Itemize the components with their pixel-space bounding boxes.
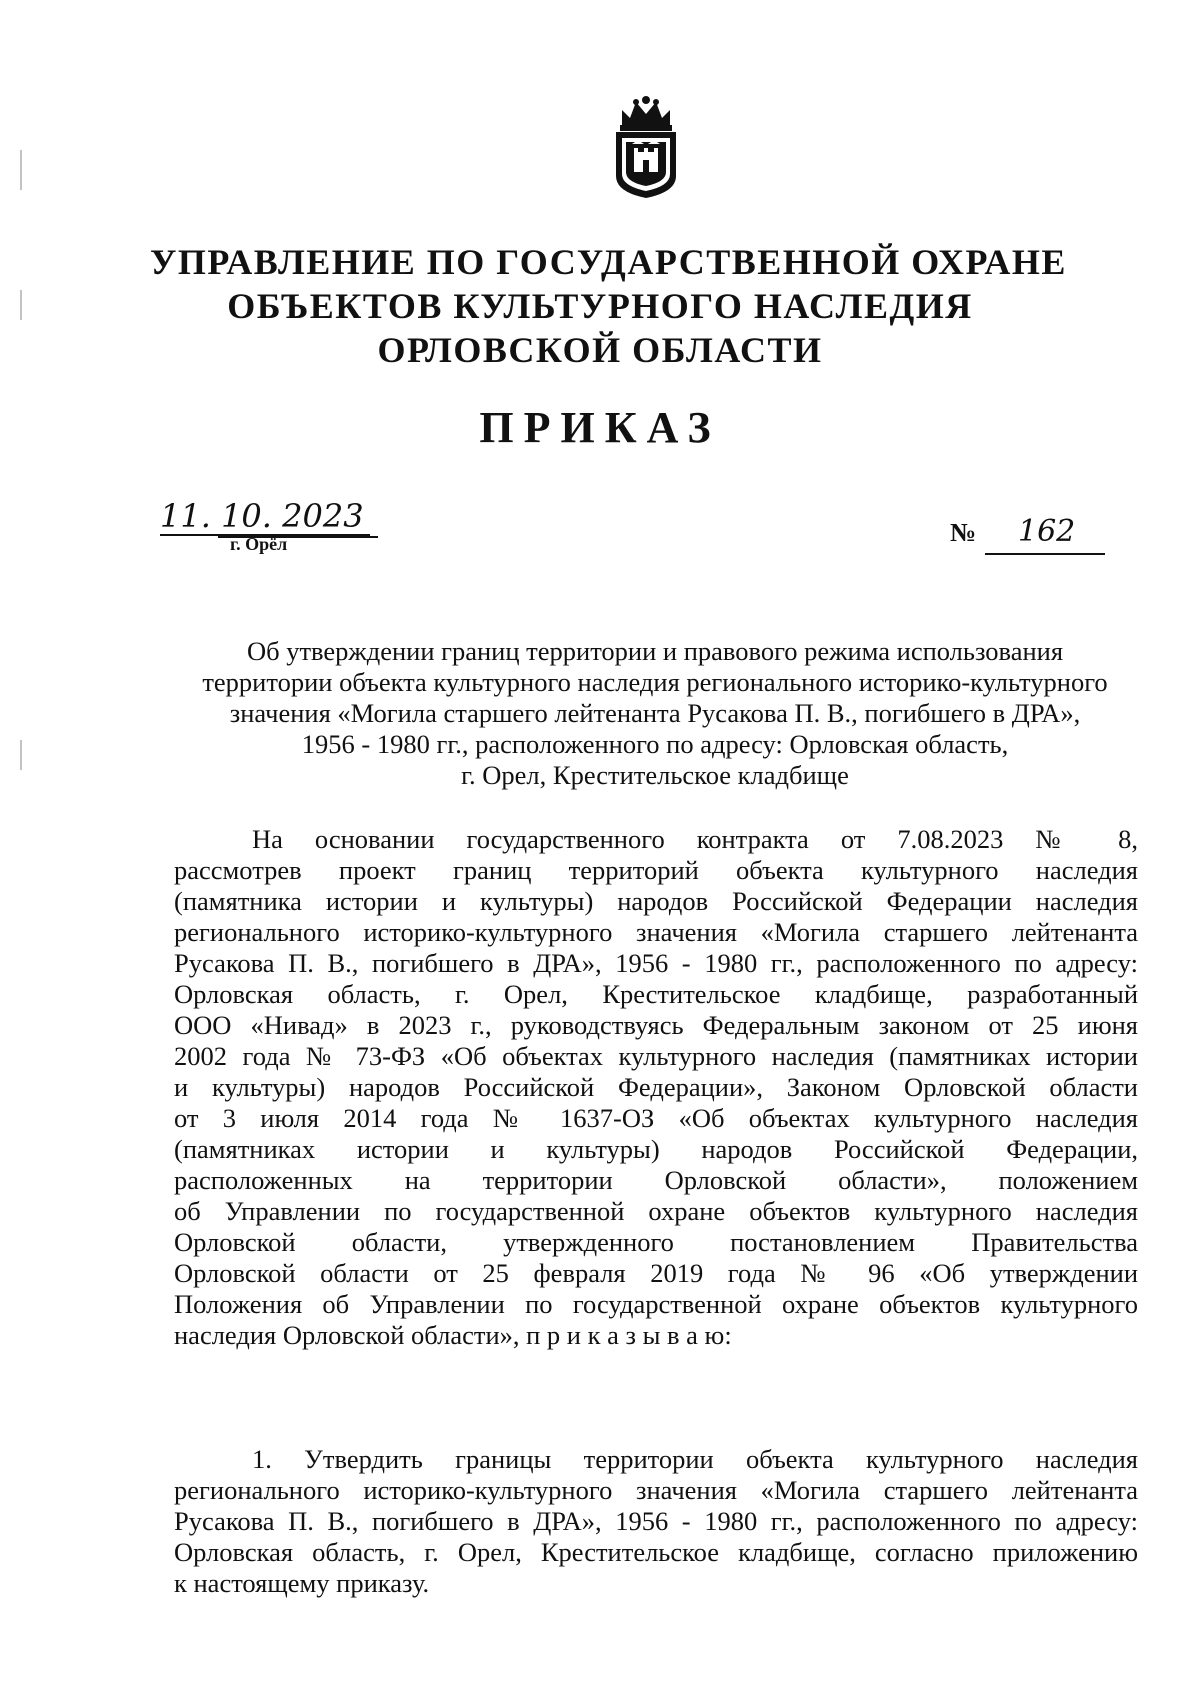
paragraph-line: регионального историко-культурного значения «Могила старшего лейтенанта bbox=[174, 1475, 1138, 1505]
order-item-1 bbox=[174, 1444, 1138, 1599]
subject-line: Об утверждении границ территории и правового режима использования bbox=[246, 636, 1064, 666]
coat-of-arms-icon bbox=[608, 92, 684, 200]
paragraph-line: об Управлении по государственной охране объектов культурного наследия bbox=[174, 1196, 1138, 1226]
city-label: г. Орёл bbox=[230, 534, 288, 554]
paragraph-line: Орловская область, г. Орел, Крестительское кладбище, разработанный bbox=[174, 979, 1138, 1009]
paragraph-line: рассмотрев проект границ территорий объекта культурного наследия bbox=[174, 855, 1138, 885]
handwritten-date: 11. 10. 2023 bbox=[160, 500, 370, 536]
scan-margin-mark bbox=[20, 150, 22, 190]
paragraph-line: Русакова П. В., погибшего в ДРА», 1956 - 1980 гг., расположенного по адресу: bbox=[174, 948, 1138, 978]
paragraph-line: ООО «Нивад» в 2023 г., руководствуясь Федеральным законом от 25 июня bbox=[174, 1010, 1138, 1040]
paragraph-line: и культуры) народов Российской Федерации», Законом Орловской области bbox=[174, 1072, 1138, 1102]
number-underline bbox=[985, 553, 1105, 555]
scan-margin-mark bbox=[20, 740, 22, 770]
paragraph-line: Положения об Управлении по государственной охране объектов культурного bbox=[174, 1289, 1138, 1319]
subject-line: г. Орел, Крестительское кладбище bbox=[461, 760, 849, 790]
paragraph-line: На основании государственного контракта от 7.08.2023 № 8, bbox=[252, 824, 1138, 854]
paragraph-line: расположенных на территории Орловской области», положением bbox=[174, 1165, 1138, 1195]
paragraph-line: от 3 июля 2014 года № 1637-ОЗ «Об объектах культурного наследия bbox=[174, 1103, 1138, 1133]
handwritten-number: 162 bbox=[1018, 514, 1076, 549]
subject-line: территории объекта культурного наследия регионального историко-культурного bbox=[202, 667, 1108, 697]
organization-name bbox=[150, 240, 1067, 372]
paragraph-line: к настоящему приказу. bbox=[174, 1568, 430, 1598]
paragraph-line: 2002 года № 73-ФЗ «Об объектах культурного наследия (памятниках истории bbox=[174, 1041, 1138, 1071]
document-subject bbox=[170, 636, 1140, 791]
document-type: ПРИКАЗ bbox=[479, 403, 721, 452]
paragraph-line: Орловской области, утвержденного постановлением Правительства bbox=[174, 1227, 1138, 1257]
paragraph-line: 1. Утвердить границы территории объекта культурного наследия bbox=[252, 1444, 1138, 1474]
paragraph-line: (памятниках истории и культуры) народов Российской Федерации, bbox=[174, 1134, 1138, 1164]
organization-line: УПРАВЛЕНИЕ ПО ГОСУДАРСТВЕННОЙ ОХРАНЕ bbox=[150, 242, 1067, 282]
paragraph-line: Орловской области от 25 февраля 2019 года № 96 «Об утверждении bbox=[174, 1258, 1138, 1288]
organization-line: ОРЛОВСКОЙ ОБЛАСТИ bbox=[377, 330, 823, 370]
paragraph-line: Русакова П. В., погибшего в ДРА», 1956 - 1980 гг., расположенного по адресу: bbox=[174, 1506, 1138, 1536]
paragraph-line: регионального историко-культурного значения «Могила старшего лейтенанта bbox=[174, 917, 1138, 947]
organization-line: ОБЪЕКТОВ КУЛЬТУРНОГО НАСЛЕДИЯ bbox=[227, 286, 973, 326]
paragraph-line: наследия Орловской области», п р и к а з ы в а ю: bbox=[174, 1320, 732, 1350]
subject-line: значения «Могила старшего лейтенанта Русакова П. В., погибшего в ДРА», bbox=[229, 698, 1081, 728]
number-sign: № bbox=[950, 518, 977, 547]
preamble-paragraph bbox=[174, 824, 1138, 1351]
subject-line: 1956 - 1980 гг., расположенного по адресу: Орловская область, bbox=[301, 729, 1009, 759]
scan-margin-mark bbox=[20, 290, 22, 320]
paragraph-line: Орловская область, г. Орел, Крестительское кладбище, согласно приложению bbox=[174, 1537, 1138, 1567]
paragraph-line: (памятника истории и культуры) народов Российской Федерации наследия bbox=[174, 886, 1138, 916]
